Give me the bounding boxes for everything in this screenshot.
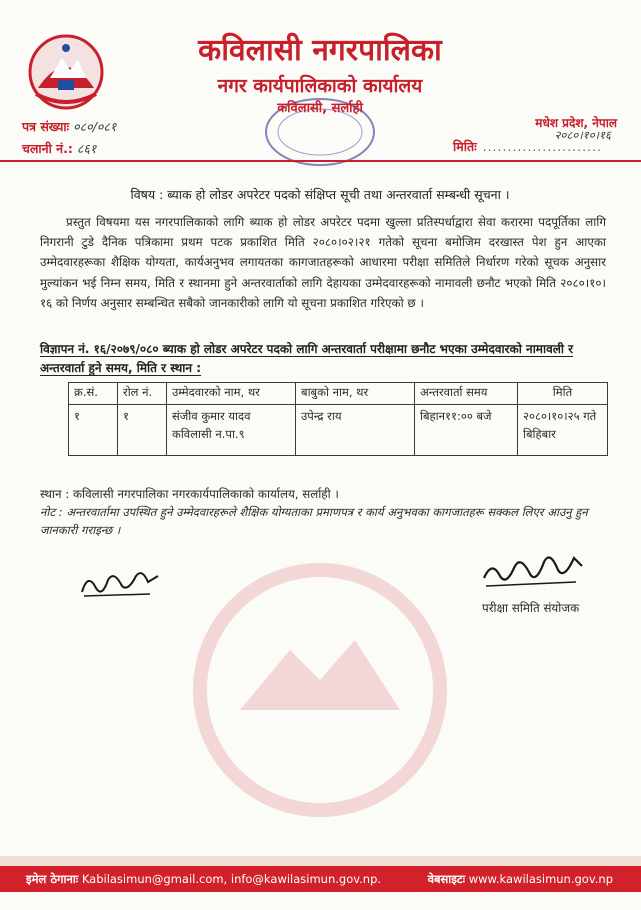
dispatch-number-label: चलानी नं.: [22,141,73,156]
date-label: मितिः [453,139,477,154]
letter-subject: विषय : ब्याक हो लोडर अपरेटर पदको संक्षिप्त सूची तथा अन्तरवार्ता सम्बन्धी सूचना । [130,187,510,202]
ref-number-value: ०८०/०८१ [73,119,117,134]
email-label: इमेल ठेगानाः [26,872,79,886]
email-value[interactable]: Kabilasimun@gmail.com, info@kawilasimun.gov.np. [81,872,382,886]
cell-roll: १ [118,405,167,456]
candidate-table [68,382,608,456]
date-dots: ........................ [482,139,602,154]
table-header-row [69,383,608,405]
advertisement-text: विज्ञापन नं. १६/२०७९/०८० ब्याक हो लोडर अपरेटर पदको लागि अन्तरवार्ता परीक्षामा छनौट भएका उम्मेदवारको नामावली र अन्तरवार्ता हुने समय, मिति र स्थान : [40,342,574,375]
date-field [453,138,602,155]
municipality-name: कविलासी नगरपालिका [198,33,442,68]
body-paragraph: प्रस्तुत विषयमा यस नगरपालिकाको लागि ब्याक हो लोडर अपरेटर पदमा खुल्ला प्रतिस्पर्धाद्वारा सेवा करारमा पदपूर्तिका लागि निगरानी टुडे दैनिक पत्रिकामा प्रथम पटक प्रकाशित मिति २०८०।०२।२१ गतेको सूचना बमोजिम दरखास्त पेश हुन आएका उम्मेदवारहरूका शैक्षिक योग्यता, कार्यअनुभव लगायतका कागजातहरूको आधारमा परीक्षा समितिले निर्धारण गरेको सूचक अनुसार मुल्यांकन भई निम्न समय, मिति र स्थानमा हुने अन्तरवार्ताको लागि देहायका उम्मेदवारहरूको नामावली छनौट भएको मिति २०८०।१०।१६ को निर्णय अनुसार सम्बन्धित सबैको जानकारीको लागि यो सूचना प्रकाशित गरिएको छ । [40,215,606,310]
col-serial: क्र.सं. [69,383,118,405]
col-date: मिति [518,383,608,405]
footer-band [0,856,641,866]
footer-website [428,872,613,887]
col-candidate-name: उम्मेदवारको नाम, थर [167,383,296,405]
handwritten-date: २०८०।१०।१६ [554,128,611,142]
cell-serial: १ [69,405,118,456]
footer-bar [0,866,641,892]
interview-date: २०८०।१०।२५ गते [523,409,597,423]
note-text: नोट : अन्तरवार्तामा उपस्थित हुने उम्मेदवारहरूले शैक्षिक योग्यताका प्रमाणपत्र र कार्य अनुभवका कागजातहरू सक्कल लिएर आउनु हुन जानकारी गराइन्छ । [40,505,588,537]
signatory-title: परीक्षा समिति संयोजक [482,601,580,615]
province-name: मधेश प्रदेश, नेपाल [535,116,617,130]
cell-interview-time: बिहान११:०० बजे [415,405,518,456]
interview-day: बिहिबार [523,427,556,441]
cell-candidate-name [167,405,296,456]
candidate-address: कविलासी न.पा.९ [172,427,245,441]
website-value[interactable]: www.kawilasimun.gov.np [468,872,613,886]
office-location: कविलासी, सर्लाही [277,101,363,116]
candidate-name: संजीव कुमार यादव [172,409,251,423]
footer-email [26,872,381,887]
website-label: वेबसाइटः [427,872,466,886]
watermark-emblem-icon [150,560,490,820]
col-father-name: बाबुको नाम, थर [296,383,415,405]
cell-father-name: उपेन्द्र राय [296,405,415,456]
nepal-emblem-icon [22,30,110,112]
office-name: नगर कार्यपालिकाको कार्यालय [217,75,423,97]
col-roll: रोल नं. [118,383,167,405]
signature-right-icon [478,546,588,594]
dispatch-number-row [22,138,116,160]
table-row [69,405,608,456]
advertisement-heading [40,340,606,378]
dispatch-number-value: ८६१ [76,141,97,156]
reference-block [22,116,116,160]
header-divider [0,160,641,162]
cell-date [518,405,608,456]
signature-left-icon [78,562,162,602]
ref-number-label: पत्र संख्याः [22,119,70,134]
venue-line: स्थान : कविलासी नगरपालिका नगरकार्यपालिकाको कार्यालय, सर्लाही । [40,487,339,501]
col-interview-time: अन्तरवार्ता समय [415,383,518,405]
ref-number-row [22,116,116,138]
